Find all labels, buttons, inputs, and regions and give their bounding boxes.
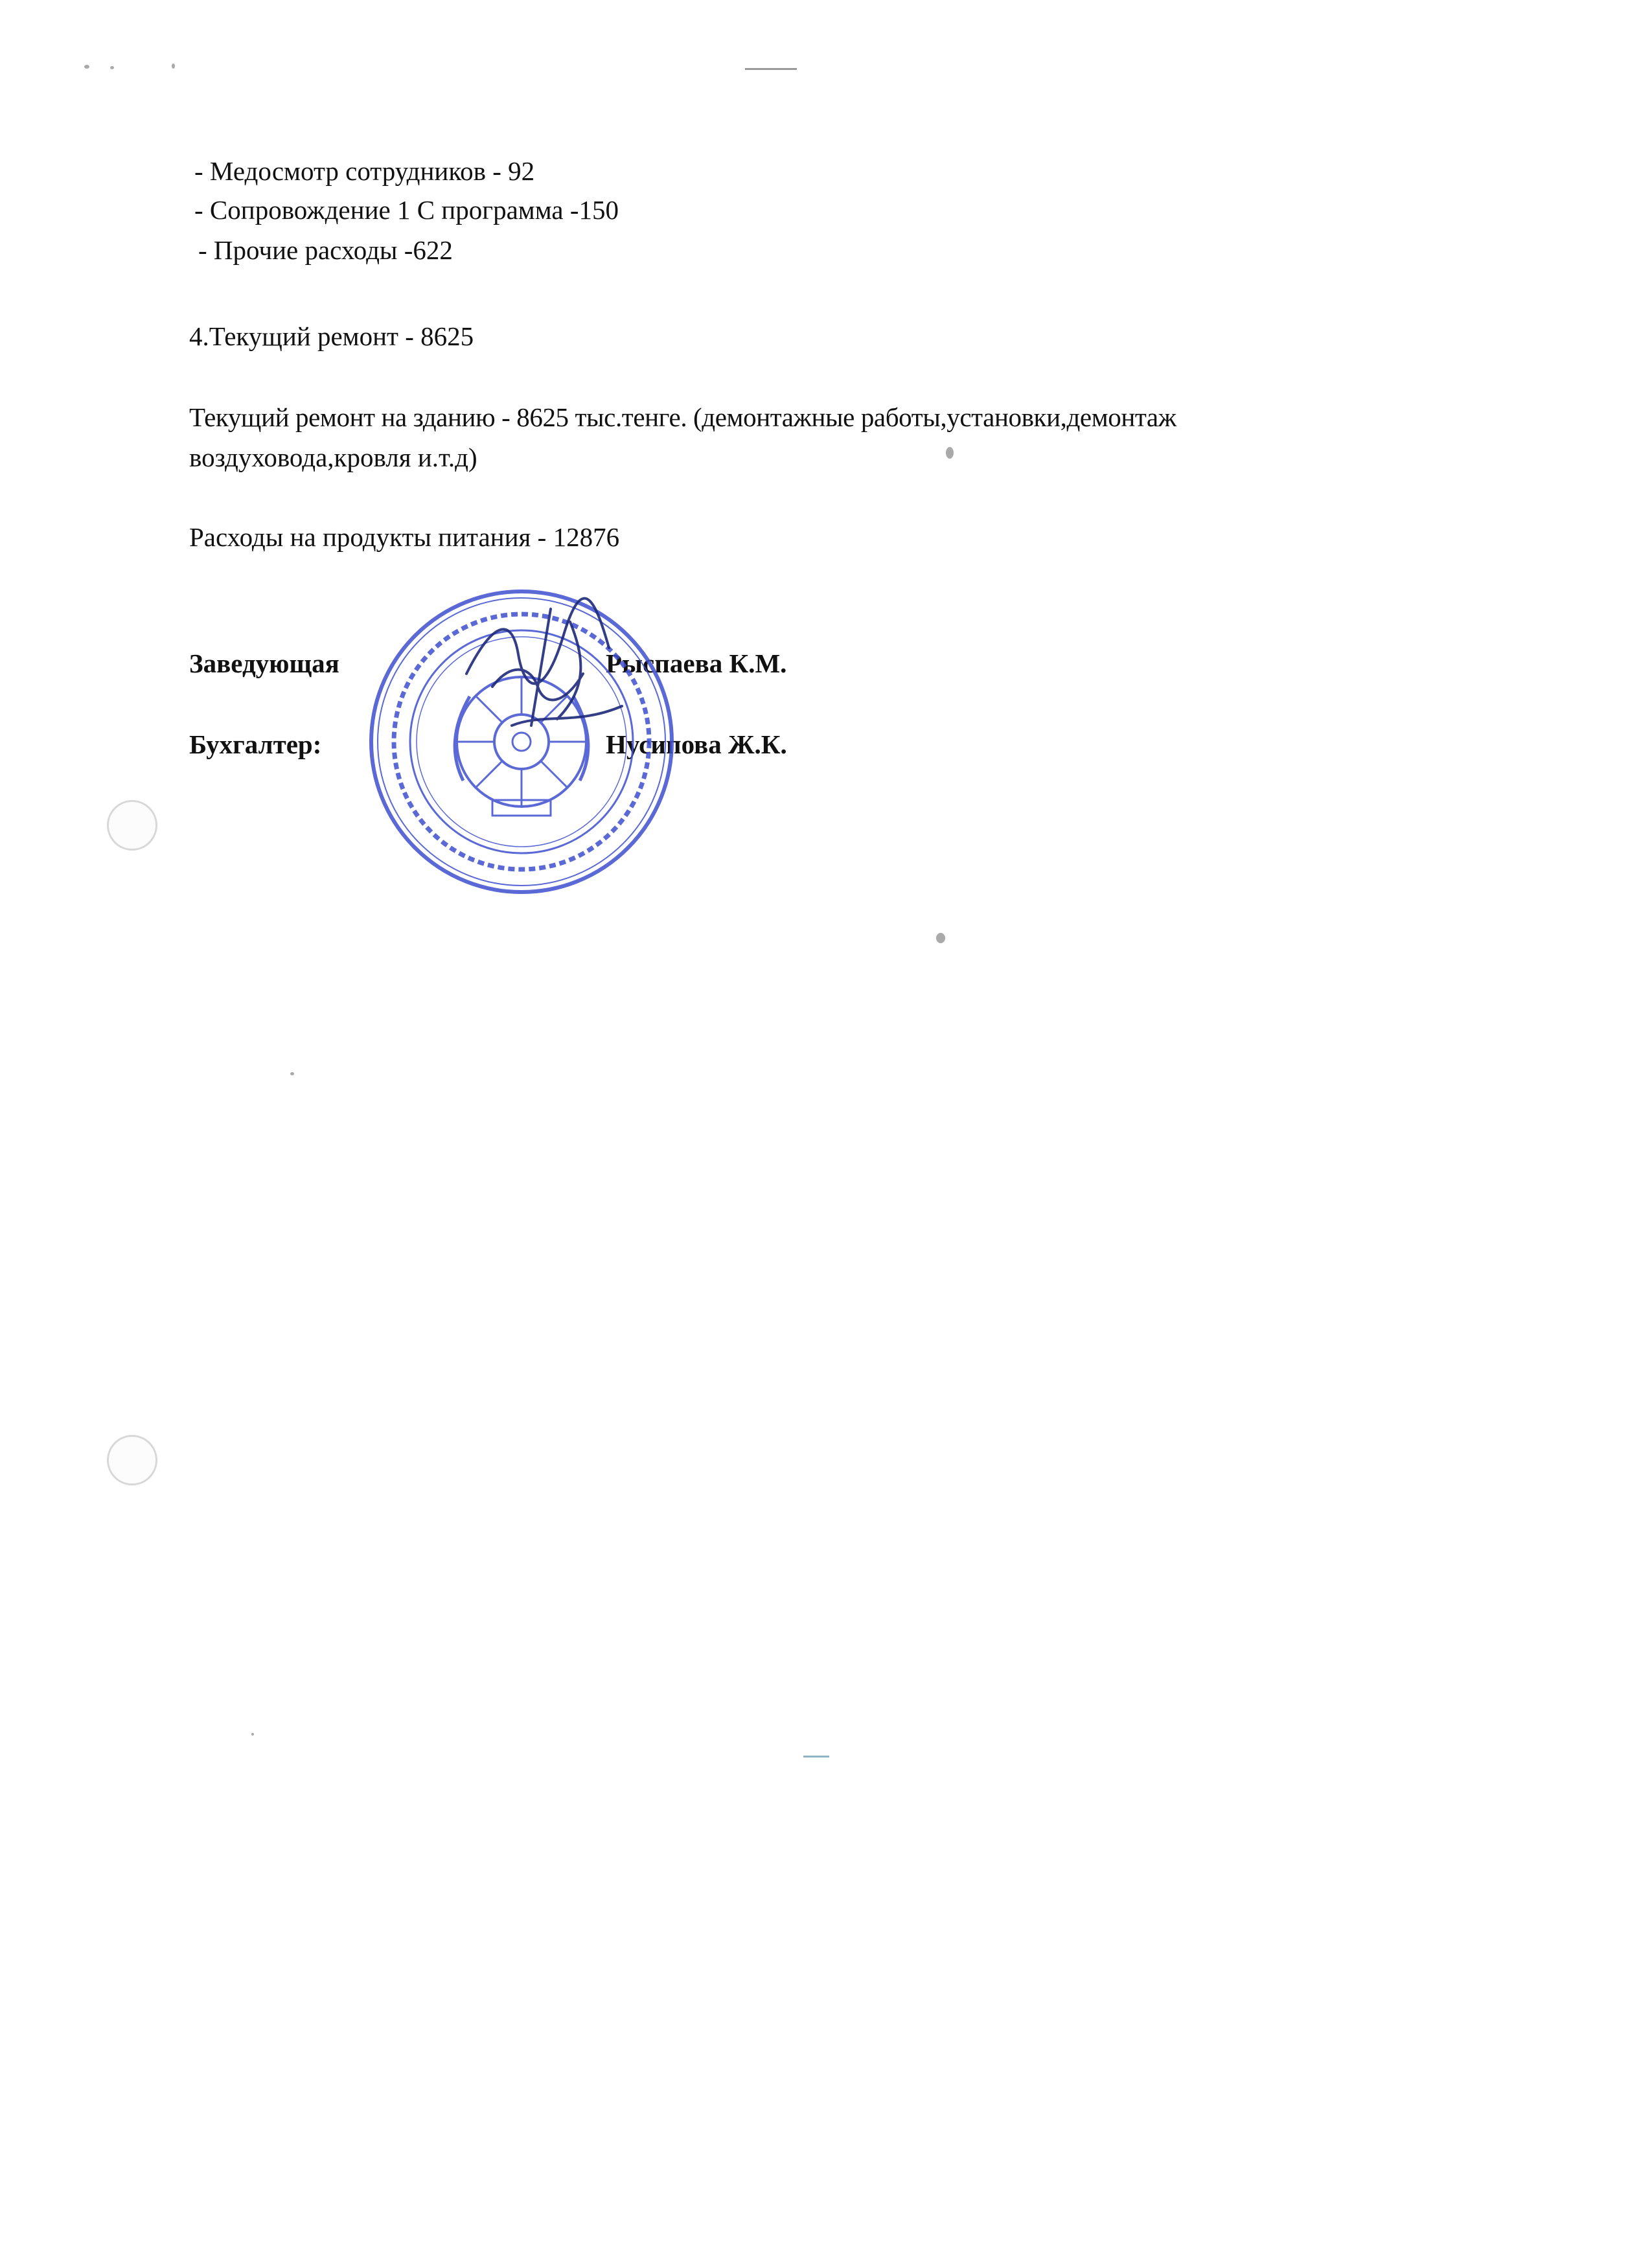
scan-speck bbox=[172, 63, 175, 69]
scan-dash bbox=[803, 1756, 829, 1758]
signature-role-head: Заведующая bbox=[189, 648, 339, 678]
handwritten-signature-icon bbox=[453, 596, 648, 764]
scan-speck bbox=[84, 65, 89, 69]
doc-line-repair-heading: 4.Текущий ремонт - 8625 bbox=[189, 321, 474, 351]
binder-hole-icon bbox=[107, 1435, 157, 1485]
binder-hole-icon bbox=[107, 800, 157, 851]
doc-line-other: - Прочие расходы -622 bbox=[198, 235, 453, 265]
signature-name-head: Рыспаева К.М. bbox=[606, 648, 787, 678]
scan-speck bbox=[110, 66, 114, 69]
scan-dash bbox=[745, 68, 797, 70]
doc-line-medical: - Медосмотр сотрудников - 92 bbox=[194, 156, 535, 186]
signature-name-accountant: Нусипова Ж.К. bbox=[606, 729, 787, 759]
scan-speck bbox=[946, 447, 954, 459]
signature-role-accountant: Бухгалтер: bbox=[189, 729, 322, 759]
doc-line-food: Расходы на продукты питания - 12876 bbox=[189, 522, 620, 552]
scan-speck bbox=[936, 933, 945, 943]
doc-line-repair-detail-cont: воздуховода,кровля и.т.д) bbox=[189, 442, 477, 472]
doc-line-repair-detail: Текущий ремонт на зданию - 8625 тыс.тенге. (демонтажные работы,установки,демонтаж bbox=[189, 402, 1176, 432]
doc-line-1c: - Сопровождение 1 С программа -150 bbox=[194, 195, 619, 225]
scan-speck bbox=[251, 1733, 254, 1735]
scan-speck bbox=[290, 1072, 294, 1075]
